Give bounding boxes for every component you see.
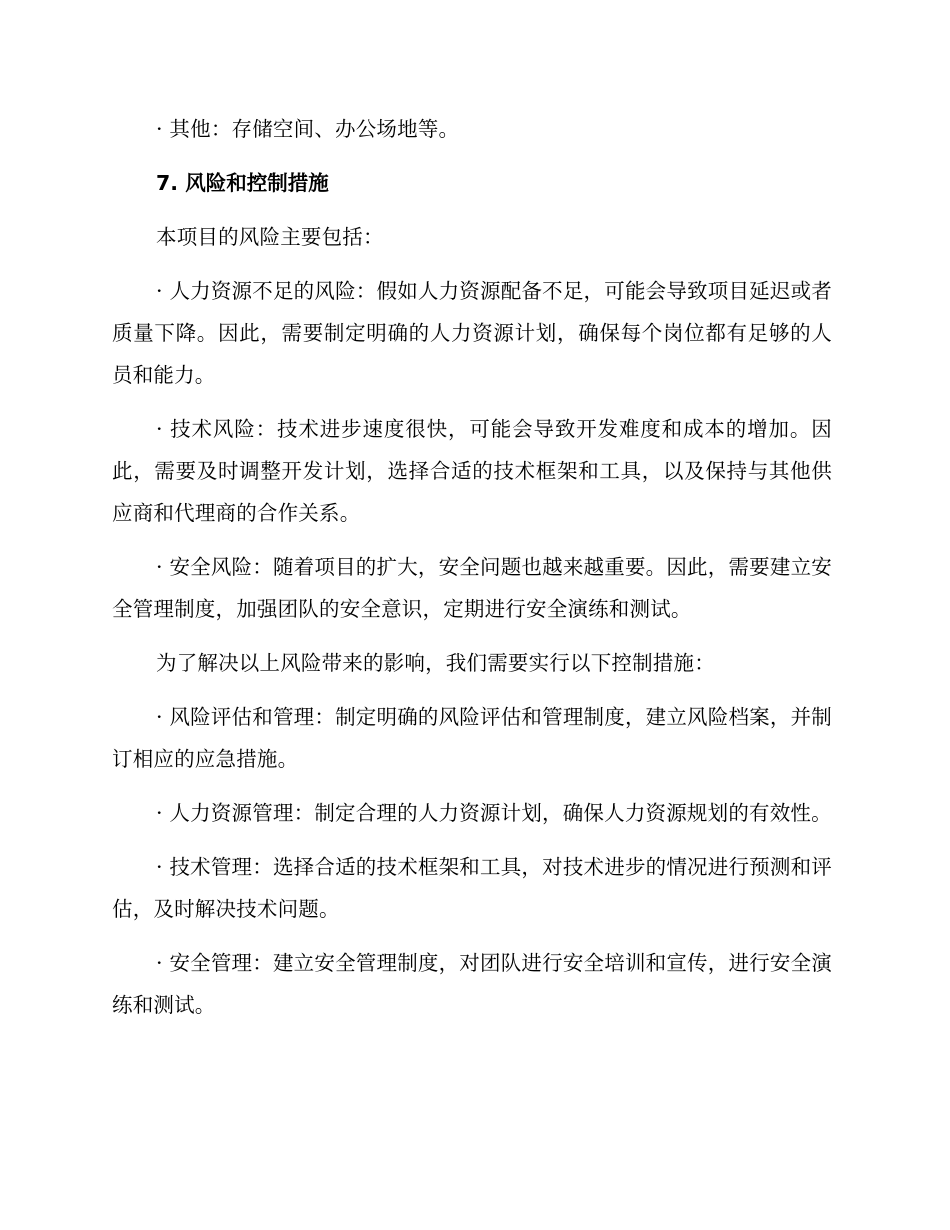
risk-intro: 本项目的风险主要包括： bbox=[156, 225, 384, 249]
bullet-hr-management: · 人力资源管理：制定合理的人力资源计划，确保人力资源规划的有效性。 bbox=[156, 801, 832, 825]
bullet-security-risk: · 安全风险：随着项目的扩大，安全问题也越来越重要。因此，需要建立安全管理制度，加强团队的安全意识，定期进行安全演练和测试。 bbox=[112, 555, 832, 621]
bullet-tech-management: · 技术管理：选择合适的技术框架和工具，对技术进步的情况进行预测和评估，及时解决技术问题。 bbox=[112, 855, 832, 921]
bullet-tech-risk: · 技术风险：技术进步速度很快，可能会导致开发难度和成本的增加。因此，需要及时调整开发计划，选择合适的技术框架和工具，以及保持与其他供应商和代理商的合作关系。 bbox=[112, 417, 832, 525]
document-body bbox=[112, 108, 832, 1038]
bullet-security-management: · 安全管理：建立安全管理制度，对团队进行安全培训和宣传，进行安全演练和测试。 bbox=[112, 951, 832, 1017]
bullet-hr-risk: · 人力资源不足的风险：假如人力资源配备不足，可能会导致项目延迟或者质量下降。因此，需要制定明确的人力资源计划，确保每个岗位都有足够的人员和能力。 bbox=[112, 279, 832, 387]
controls-intro: 为了解决以上风险带来的影响，我们需要实行以下控制措施： bbox=[156, 651, 715, 675]
bullet-risk-assessment: · 风险评估和管理：制定明确的风险评估和管理制度，建立风险档案，并制订相应的应急措施。 bbox=[112, 705, 832, 771]
bullet-other-resources: · 其他：存储空间、办公场地等。 bbox=[156, 117, 460, 141]
section-heading-risks: 7. 风险和控制措施 bbox=[156, 171, 329, 195]
